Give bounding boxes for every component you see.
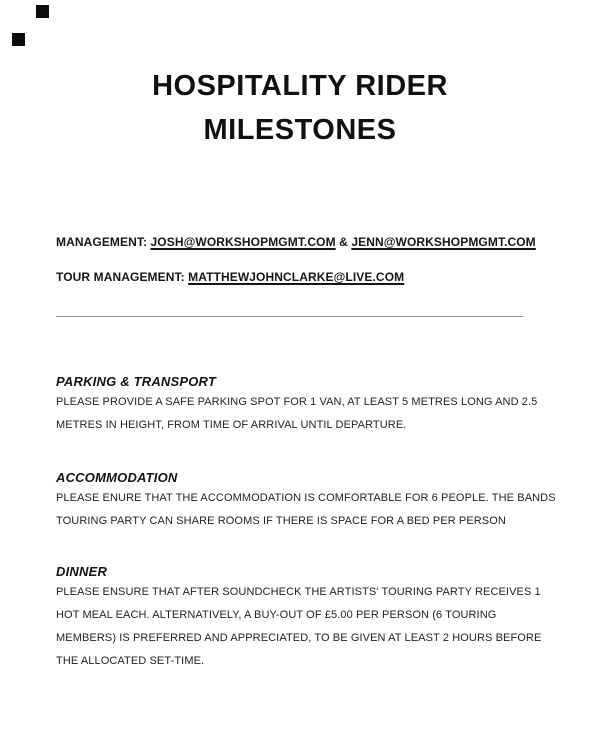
section-dinner: [56, 563, 544, 673]
management-contact-line: [56, 234, 544, 250]
section-body-accommodation: [56, 487, 556, 533]
tour-management-label: TOUR MANAGEMENT:: [56, 270, 189, 284]
body-text-line: PLEASE ENURE THAT THE ACCOMMODATION IS COMFORTABLE FOR 6 PEOPLE. THE BANDS: [56, 492, 556, 504]
body-text-line: TOURING PARTY CAN SHARE ROOMS IF THERE IS SPACE FOR A BED PER PERSON: [56, 515, 506, 527]
management-email-separator: &: [335, 235, 352, 249]
title-line-hospitality-rider: HOSPITALITY RIDER: [152, 70, 448, 102]
management-email-josh[interactable]: JOSH@WORKSHOPMGMT.COM: [150, 235, 336, 249]
tour-management-contact-line: [56, 269, 544, 285]
tour-management-email[interactable]: MATTHEWJOHNCLARKE@LIVE.COM: [188, 270, 405, 284]
section-heading-accommodation: ACCOMMODATION: [56, 470, 178, 485]
management-email-jenn[interactable]: JENN@WORKSHOPMGMT.COM: [351, 235, 536, 249]
document-title: [56, 64, 544, 152]
body-text-line: PLEASE PROVIDE A SAFE PARKING SPOT FOR 1 VAN, AT LEAST 5 METRES LONG AND 2.5: [56, 396, 538, 408]
divider-line: ______________________________________________________________________: [56, 304, 524, 318]
document-content: [0, 64, 600, 673]
body-text-line: PLEASE ENSURE THAT AFTER SOUNDCHECK THE ARTISTS' TOURING PARTY RECEIVES 1: [56, 586, 541, 598]
scan-mark-left: [12, 33, 25, 46]
body-text-line: HOT MEAL EACH. ALTERNATIVELY, A BUY-OUT OF £5.00 PER PERSON (6 TOURING: [56, 609, 497, 621]
body-text-line: MEMBERS) IS PREFERRED AND APPRECIATED, TO BE GIVEN AT LEAST 2 HOURS BEFORE: [56, 632, 542, 644]
section-accommodation: [56, 469, 556, 533]
scan-mark-top: [36, 5, 49, 18]
section-heading-dinner: DINNER: [56, 564, 108, 579]
management-label: MANAGEMENT:: [56, 235, 151, 249]
section-heading-parking-transport: PARKING & TRANSPORT: [56, 374, 217, 389]
section-parking-transport: [56, 373, 544, 437]
body-text-line: METRES IN HEIGHT, FROM TIME OF ARRIVAL UNTIL DEPARTURE.: [56, 419, 407, 431]
section-body-dinner: [56, 581, 544, 673]
section-body-parking-transport: [56, 391, 544, 437]
title-line-milestones: MILESTONES: [203, 114, 397, 146]
body-text-line: THE ALLOCATED SET-TIME.: [56, 655, 205, 667]
